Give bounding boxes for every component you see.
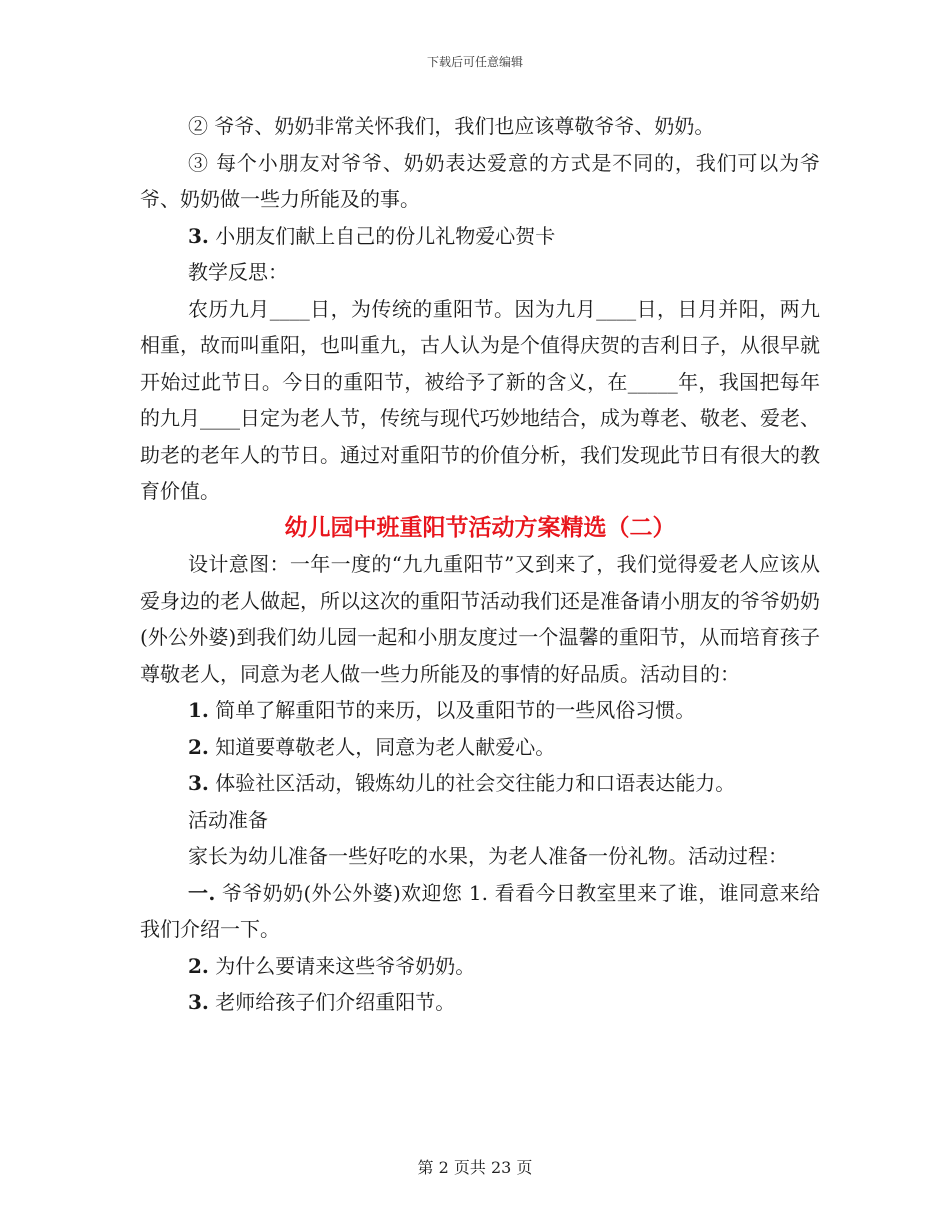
page-footer: 第 2 页共 23 页	[417, 1158, 533, 1177]
numbered-item	[140, 984, 820, 1021]
paragraph-text: 活动准备	[188, 807, 268, 832]
page-header: 下载后可任意编辑	[426, 55, 523, 69]
item-text: 为什么要请来这些爷爷奶奶。	[208, 953, 476, 978]
paragraph-text: 设计意图：一年一度的“九九重阳节”又到来了，我们觉得爱老人应该从爱身边的老人做起，所以这次的重阳节活动我们还是准备请小朋友的爷爷奶奶(外公外婆)到我们幼儿园一起和小朋友度过一个温馨的重阳节，从而培育孩子尊敬老人，同意为老人做一些力所能及的事情的好品质。活动目的：	[140, 552, 820, 686]
paragraph	[140, 546, 820, 692]
item-number: 1.	[188, 698, 209, 722]
item-number: 一.	[188, 880, 216, 905]
document-body	[140, 108, 820, 1021]
paragraph-text: ② 爷爷、奶奶非常关怀我们，我们也应该尊敬爷爷、奶奶。	[188, 114, 715, 138]
item-number: 3.	[188, 990, 209, 1014]
item-text: 简单了解重阳节的来历，以及重阳节的一些风俗习惯。	[208, 698, 696, 722]
section-title	[140, 510, 820, 547]
item-text: 老师给孩子们介绍重阳节。	[208, 990, 456, 1014]
item-text: 体验社区活动，锻炼幼儿的社会交往能力和口语表达能力。	[208, 771, 736, 795]
section-title-text: 幼儿园中班重阳节活动方案精选（二）	[284, 513, 676, 541]
paragraph	[140, 291, 820, 510]
section-label	[140, 254, 820, 291]
paragraph-text: ③ 每个小朋友对爷爷、奶奶表达爱意的方式是不同的，我们可以为爷爷、奶奶做一些力所能及的事。	[140, 150, 820, 211]
item-text: 爷爷奶奶(外公外婆)欢迎您 1. 看看今日教室里来了谁，谁同意来给我们介绍一下。	[140, 880, 821, 941]
numbered-item	[140, 875, 820, 948]
paragraph	[140, 838, 820, 875]
paragraph	[140, 145, 820, 218]
paragraph-text: 教学反思：	[188, 260, 288, 284]
paragraph-text: 农历九月____日，为传统的重阳节。因为九月____日，日月并阳，两九相重，故而叫重阳，也叫重九，古人认为是个值得庆贺的吉利日子，从很早就开始过此节日。今日的重阳节，被给予了新的含义，在_____年，我国把每年的九月____日定为老人节，传统与现代巧妙地结合，成为尊老、敬老、爱老、助老的老年人的节日。通过对重阳节的价值分析，我们发现此节日有很大的教育价值。	[140, 296, 820, 503]
item-number: 3.	[188, 771, 209, 795]
item-text: 小朋友们献上自己的份儿礼物爱心贺卡	[208, 223, 556, 248]
numbered-item	[140, 218, 820, 255]
numbered-item	[140, 948, 820, 985]
paragraph-text: 家长为幼儿准备一些好吃的水果，为老人准备一份礼物。活动过程：	[188, 844, 788, 868]
item-number: 2.	[188, 734, 209, 759]
paragraph	[140, 108, 820, 145]
numbered-item	[140, 729, 820, 766]
item-number: 3.	[188, 223, 209, 248]
item-number: 2.	[188, 953, 209, 978]
numbered-item	[140, 692, 820, 729]
section-label	[140, 802, 820, 839]
numbered-item	[140, 765, 820, 802]
item-text: 知道要尊敬老人，同意为老人献爱心。	[208, 734, 556, 759]
